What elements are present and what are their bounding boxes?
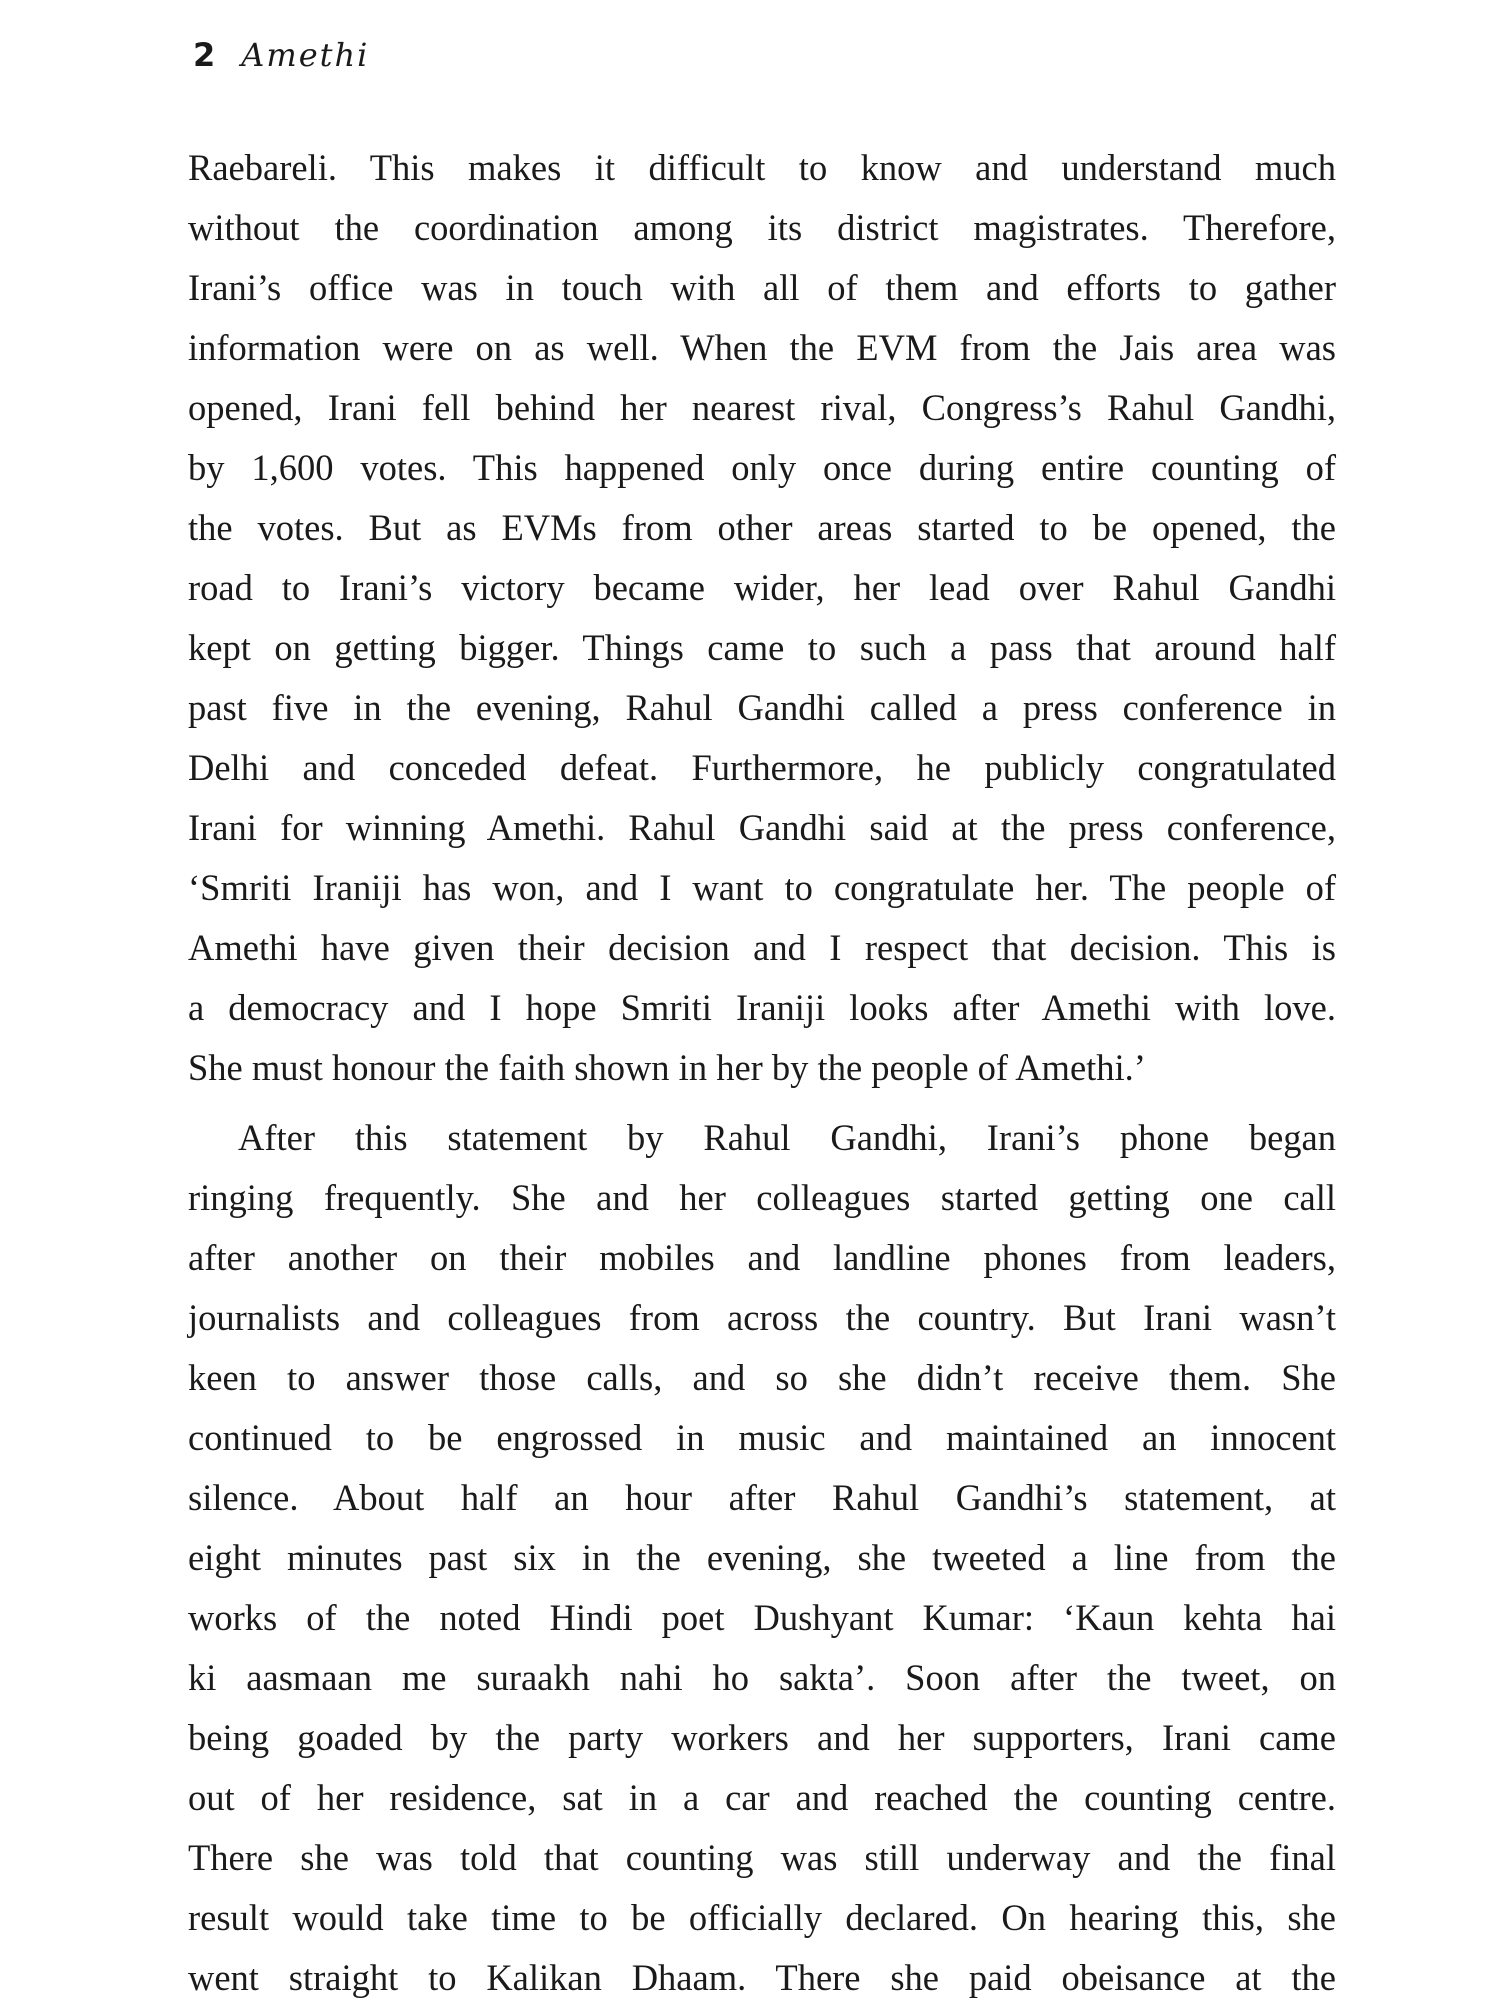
text-line: She must honour the faith shown in her by the people of Amethi.’ — [188, 1047, 1146, 1088]
text-line: Raebareli. This makes it difficult to know and understand much — [188, 147, 1336, 188]
text-line: opened, Irani fell behind her nearest rival, Congress’s Rahul Gandhi, — [188, 387, 1336, 428]
text-line: by 1,600 votes. This happened only once during entire counting of — [188, 447, 1336, 488]
text-line: without the coordination among its district magistrates. Therefore, — [188, 207, 1336, 248]
book-title: Amethi — [241, 36, 370, 74]
paragraph-2 — [188, 1108, 1336, 2008]
text-line: ki aasmaan me suraakh nahi ho sakta’. Soon after the tweet, on — [188, 1657, 1336, 1698]
text-line: kept on getting bigger. Things came to such a pass that around half — [188, 627, 1336, 668]
body-text — [188, 138, 1336, 2008]
text-line: ringing frequently. She and her colleagues started getting one call — [188, 1177, 1336, 1218]
paragraph-gap — [188, 1098, 1336, 1108]
text-line: journalists and colleagues from across the country. But Irani wasn’t — [188, 1297, 1336, 1338]
text-line: Amethi have given their decision and I respect that decision. This is — [188, 927, 1336, 968]
text-line: Irani’s office was in touch with all of them and efforts to gather — [188, 267, 1336, 308]
text-line: After this statement by Rahul Gandhi, Irani’s phone began — [238, 1117, 1336, 1158]
text-line: continued to be engrossed in music and maintained an innocent — [188, 1417, 1336, 1458]
text-line: Delhi and conceded defeat. Furthermore, he publicly congratulated — [188, 747, 1336, 788]
text-line: out of her residence, sat in a car and reached the counting centre. — [188, 1777, 1336, 1818]
text-line: road to Irani’s victory became wider, her lead over Rahul Gandhi — [188, 567, 1336, 608]
text-line: the votes. But as EVMs from other areas started to be opened, the — [188, 507, 1336, 548]
text-line: information were on as well. When the EVM from the Jais area was — [188, 327, 1336, 368]
text-line: result would take time to be officially declared. On hearing this, she — [188, 1897, 1336, 1938]
text-line: keen to answer those calls, and so she didn’t receive them. She — [188, 1357, 1336, 1398]
text-line: being goaded by the party workers and her supporters, Irani came — [188, 1717, 1336, 1758]
paragraph-1 — [188, 138, 1336, 1098]
text-line: ‘Smriti Iraniji has won, and I want to congratulate her. The people of — [188, 867, 1336, 908]
text-line: a democracy and I hope Smriti Iraniji looks after Amethi with love. — [188, 987, 1336, 1028]
text-line: works of the noted Hindi poet Dushyant Kumar: ‘Kaun kehta hai — [188, 1597, 1336, 1638]
text-line: after another on their mobiles and landline phones from leaders, — [188, 1237, 1336, 1278]
text-line: silence. About half an hour after Rahul Gandhi’s statement, at — [188, 1477, 1336, 1518]
running-head — [193, 36, 369, 86]
text-line: went straight to Kalikan Dhaam. There she paid obeisance at the — [188, 1957, 1336, 1998]
text-line: past five in the evening, Rahul Gandhi called a press conference in — [188, 687, 1336, 728]
page-number: 2 — [193, 36, 216, 74]
text-line: Irani for winning Amethi. Rahul Gandhi said at the press conference, — [188, 807, 1336, 848]
text-line: eight minutes past six in the evening, she tweeted a line from the — [188, 1537, 1336, 1578]
text-line: There she was told that counting was still underway and the final — [188, 1837, 1336, 1878]
